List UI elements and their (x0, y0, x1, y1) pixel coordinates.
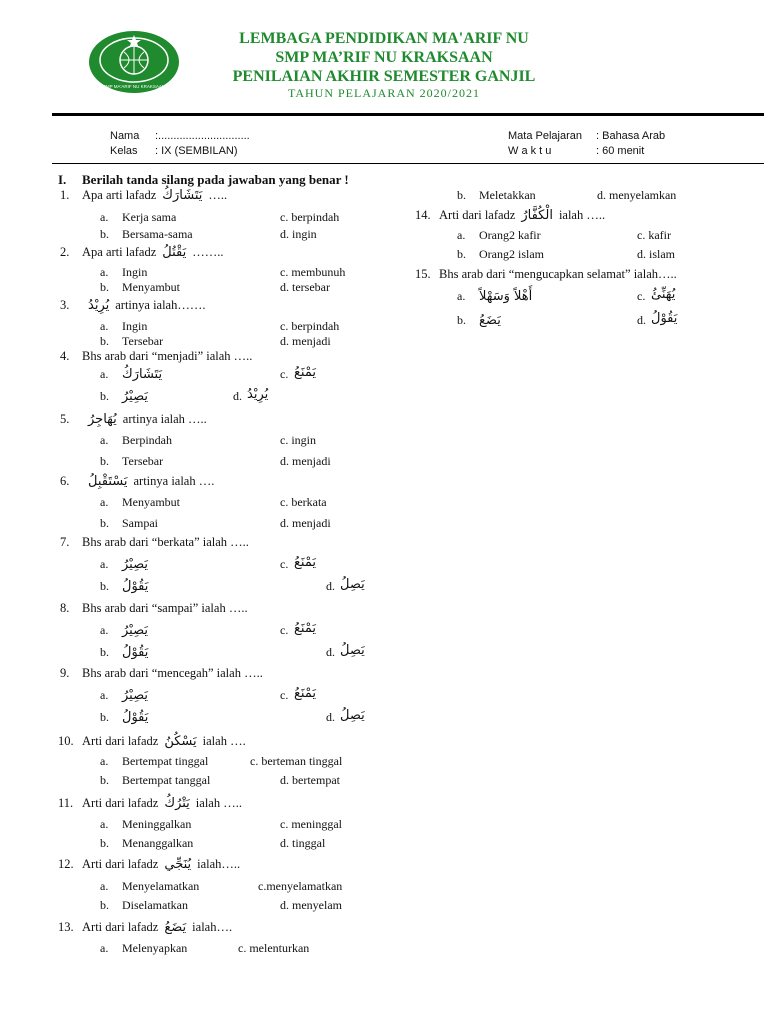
option-b-letter[interactable]: b. (100, 227, 109, 241)
option-a[interactable]: Orang2 kafir (479, 228, 541, 242)
question-number: 7. (60, 535, 70, 549)
option-a-letter[interactable]: a. (100, 754, 109, 768)
section-number: I. (58, 172, 67, 187)
option-b-letter[interactable]: b. (100, 898, 109, 912)
question-stem: Bhs arab dari “menjadi” ialah ….. (82, 349, 253, 363)
question-stem: Bhs arab dari “sampai” ialah ….. (82, 601, 248, 615)
option-a[interactable]: Menyelamatkan (122, 879, 200, 893)
option-a[interactable]: أَهْلاً وَسَهْلاً (479, 289, 533, 304)
question-number: 9. (60, 666, 70, 680)
question-stem: Arti dari lafadz (439, 208, 516, 222)
info-rule (52, 163, 764, 164)
option-a-letter[interactable]: a. (100, 495, 109, 509)
question-stem: Apa arti lafadz (82, 245, 157, 259)
question-number: 11. (58, 796, 74, 810)
question-suffix: ialah ….. (195, 796, 242, 810)
option-a-letter[interactable]: a. (100, 319, 109, 333)
arabic-word: يَضَعُ (164, 920, 187, 935)
question-number: 14. (415, 208, 431, 222)
arabic-word: يُنَجِّي (164, 857, 192, 872)
option-a-letter[interactable]: a. (100, 941, 109, 955)
option-a[interactable]: Melenyapkan (122, 941, 188, 955)
question-number: 10. (58, 734, 74, 748)
option-a[interactable]: يَصِيْرُ (122, 557, 148, 572)
question-suffix: ialah …. (202, 734, 246, 748)
option-b[interactable]: يَقُوْلُ (122, 645, 149, 660)
option-b-letter[interactable]: b. (100, 836, 109, 850)
option-c[interactable]: c. (280, 623, 289, 637)
option-c[interactable]: c. berpindah (280, 319, 340, 333)
question-text (82, 535, 249, 550)
question-suffix: …….. (192, 245, 224, 259)
arabic-word: يَتْرُكُ (164, 796, 190, 811)
question-number: 15. (415, 267, 431, 281)
option-c[interactable]: c. berteman tinggal (250, 754, 343, 768)
option-b-letter[interactable]: b. (100, 280, 109, 294)
option-b[interactable]: Menanggalkan (122, 836, 194, 850)
svg-text:SMP MA'ARIF NU KRAKSAAN: SMP MA'ARIF NU KRAKSAAN (102, 84, 166, 89)
option-b[interactable]: يَضَعُ (479, 313, 501, 328)
option-a[interactable]: يَصِيْرُ (122, 688, 148, 703)
option-b[interactable]: يَقُوْلُ (122, 579, 149, 594)
option-d-arabic[interactable]: يَصِلُ (340, 643, 365, 658)
question-text (82, 474, 214, 489)
option-c-arabic[interactable]: يَمْنَعُ (294, 621, 316, 636)
question-stem: Arti dari lafadz (82, 734, 159, 748)
section-title: Berilah tanda silang pada jawaban yang benar ! (82, 172, 349, 187)
waktu-label: W a k t u (508, 145, 552, 157)
option-d[interactable]: d. menjadi (280, 334, 331, 348)
option-b-letter[interactable]: b. (100, 389, 109, 403)
option-b[interactable]: يَصِيْرُ (122, 389, 148, 404)
option-c[interactable]: c.menyelamatkan (258, 879, 343, 893)
nama-label: Nama (110, 130, 140, 142)
option-c-arabic[interactable]: يَمْنَعُ (294, 686, 316, 701)
option-b-letter[interactable]: b. (100, 334, 109, 348)
option-b[interactable]: Tersebar (122, 334, 164, 348)
option-a[interactable]: يَصِيْرُ (122, 623, 148, 638)
option-b-letter[interactable]: b. (100, 773, 109, 787)
option-b[interactable]: Sampai (122, 516, 158, 530)
header-line-2: SMP MA’RIF NU KRAKSAAN (275, 49, 493, 66)
arabic-word: يُهَاجِرُ (88, 412, 117, 427)
option-c[interactable]: c. (280, 688, 289, 702)
option-a-letter[interactable]: a. (100, 623, 109, 637)
question-text (82, 796, 242, 811)
question-number: 2. (60, 245, 70, 259)
option-b-letter[interactable]: b. (457, 247, 466, 261)
option-d[interactable]: d. (326, 710, 335, 724)
option-b[interactable]: يَقُوْلُ (122, 710, 149, 725)
header-line-4: TAHUN PELAJARAN 2020/2021 (287, 86, 481, 100)
option-b[interactable]: Meletakkan (479, 188, 536, 202)
option-c[interactable]: c. ingin (280, 433, 316, 447)
question-text (82, 857, 240, 872)
option-b[interactable]: Bertempat tanggal (122, 773, 211, 787)
question-suffix: artinya ialah……. (115, 298, 206, 312)
question-suffix: ialah….. (197, 857, 241, 871)
question-text (82, 601, 248, 616)
question-number: 6. (60, 474, 70, 488)
question-number: 8. (60, 601, 70, 615)
option-c[interactable]: c. kafir (637, 228, 671, 242)
option-b-letter[interactable]: b. (457, 188, 466, 202)
option-d-arabic[interactable]: يُرِيْدُ (247, 387, 269, 402)
question-suffix: ialah…. (192, 920, 233, 934)
option-b[interactable]: Diselamatkan (122, 898, 188, 912)
arabic-word: يَسْكُنُ (164, 734, 197, 749)
option-d[interactable]: d. tinggal (280, 836, 326, 850)
option-a[interactable]: Menyambut (122, 495, 180, 509)
option-c-arabic[interactable]: يُهَنِّئُ (651, 287, 676, 302)
kelas-label: Kelas (110, 145, 138, 157)
question-text (82, 412, 207, 427)
option-c[interactable]: c. berpindah (280, 210, 340, 224)
option-b-letter[interactable]: b. (100, 579, 109, 593)
arabic-word: يَتَشَارَكُ (162, 188, 203, 203)
option-d[interactable]: d. (326, 645, 335, 659)
option-b-letter[interactable]: b. (100, 710, 109, 724)
question-stem: Arti dari lafadz (82, 796, 159, 810)
option-a-letter[interactable]: a. (100, 557, 109, 571)
option-a[interactable]: Kerja sama (122, 210, 177, 224)
option-d[interactable]: d. bertempat (280, 773, 340, 787)
arabic-word: يَقْتُلُ (162, 245, 187, 260)
option-d[interactable]: d. menjadi (280, 454, 331, 468)
option-d[interactable]: d. islam (637, 247, 675, 261)
option-b-letter[interactable]: b. (100, 454, 109, 468)
header-line-1: LEMBAGA PENDIDIKAN MA'ARIF NU (239, 30, 529, 47)
mapel-value: : Bahasa Arab (596, 130, 666, 142)
question-stem: Arti dari lafadz (82, 920, 159, 934)
option-a-letter[interactable]: a. (100, 879, 109, 893)
option-d[interactable]: d. menyelam (280, 898, 342, 912)
option-b-letter[interactable]: b. (457, 313, 466, 327)
option-a-letter[interactable]: a. (100, 433, 109, 447)
question-text (82, 349, 252, 364)
option-d[interactable]: d. (233, 389, 242, 403)
header-rule-thick (52, 113, 764, 116)
question-text (82, 734, 246, 749)
question-number: 4. (60, 349, 70, 363)
kelas-value: : IX (SEMBILAN) (155, 145, 238, 157)
question-stem: Bhs arab dari “mencegah” ialah ….. (82, 666, 263, 680)
question-text (439, 208, 605, 223)
option-a-letter[interactable]: a. (100, 210, 109, 224)
option-b-letter[interactable]: b. (100, 516, 109, 530)
question-number: 5. (60, 412, 70, 426)
option-a-letter[interactable]: a. (100, 817, 109, 831)
question-text (82, 188, 227, 203)
question-suffix: artinya ialah ….. (122, 412, 207, 426)
option-d[interactable]: d. tersebar (280, 280, 330, 294)
question-text (82, 245, 223, 260)
arabic-word: يَسْتَقْبِلُ (88, 474, 128, 489)
option-c[interactable]: c. (280, 557, 289, 571)
option-a-letter[interactable]: a. (457, 289, 466, 303)
option-a[interactable]: Berpindah (122, 433, 172, 447)
option-a[interactable]: Ingin (122, 319, 148, 333)
option-d[interactable]: d. (326, 579, 335, 593)
question-stem: Arti dari lafadz (82, 857, 159, 871)
option-c[interactable]: c. meninggal (280, 817, 342, 831)
waktu-value: : 60 menit (596, 145, 645, 157)
option-b-letter[interactable]: b. (100, 645, 109, 659)
option-d-arabic[interactable]: يَصِلُ (340, 577, 365, 592)
option-c-arabic[interactable]: يَمْنَعُ (294, 555, 316, 570)
option-c[interactable]: c. (280, 367, 289, 381)
question-stem: Bhs arab dari “berkata” ialah ….. (82, 535, 249, 549)
question-text (82, 920, 232, 935)
arabic-word: يُرِيْدُ (88, 298, 110, 313)
option-c[interactable]: c. berkata (280, 495, 327, 509)
option-c[interactable]: c. (637, 289, 646, 303)
question-text (439, 267, 677, 282)
option-d-arabic[interactable]: يَصِلُ (340, 708, 365, 723)
question-number: 1. (60, 188, 70, 202)
option-c[interactable]: c. membunuh (280, 265, 346, 279)
option-d[interactable]: d. ingin (280, 227, 317, 241)
question-number: 3. (60, 298, 70, 312)
question-stem: Apa arti lafadz (82, 188, 157, 202)
option-b[interactable]: Orang2 islam (479, 247, 544, 261)
question-text (82, 298, 205, 313)
option-b[interactable]: Tersebar (122, 454, 164, 468)
arabic-word: الْكُفَّارُ (521, 208, 553, 223)
option-a-letter[interactable]: a. (100, 265, 109, 279)
option-b[interactable]: Bersama-sama (122, 227, 193, 241)
question-stem: Bhs arab dari “mengucapkan selamat” ialah….. (439, 267, 677, 281)
option-b[interactable]: Menyambut (122, 280, 180, 294)
option-a[interactable]: Bertempat tinggal (122, 754, 209, 768)
option-d-arabic[interactable]: يَقُوْلُ (651, 311, 678, 326)
question-suffix: artinya ialah …. (133, 474, 215, 488)
question-number: 12. (58, 857, 74, 871)
question-suffix: ….. (208, 188, 228, 202)
option-d[interactable]: d. menjadi (280, 516, 331, 530)
question-text (82, 666, 263, 681)
option-a[interactable]: Meninggalkan (122, 817, 192, 831)
option-c[interactable]: c. melenturkan (238, 941, 310, 955)
option-d[interactable]: d. (637, 313, 646, 327)
header-line-3: PENILAIAN AKHIR SEMESTER GANJIL (232, 68, 536, 85)
mapel-label: Mata Pelajaran (508, 130, 582, 142)
option-a[interactable]: Ingin (122, 265, 148, 279)
option-a-letter[interactable]: a. (457, 228, 466, 242)
option-d[interactable]: d. menyelamkan (597, 188, 677, 202)
question-suffix: ialah ….. (558, 208, 606, 222)
option-c-arabic[interactable]: يَمْنَعُ (294, 365, 316, 380)
option-a-letter[interactable]: a. (100, 367, 109, 381)
option-a[interactable]: يَتَشَارَكُ (122, 367, 163, 382)
question-number: 13. (58, 920, 74, 934)
nama-value[interactable]: :.............................. (155, 130, 250, 142)
option-a-letter[interactable]: a. (100, 688, 109, 702)
